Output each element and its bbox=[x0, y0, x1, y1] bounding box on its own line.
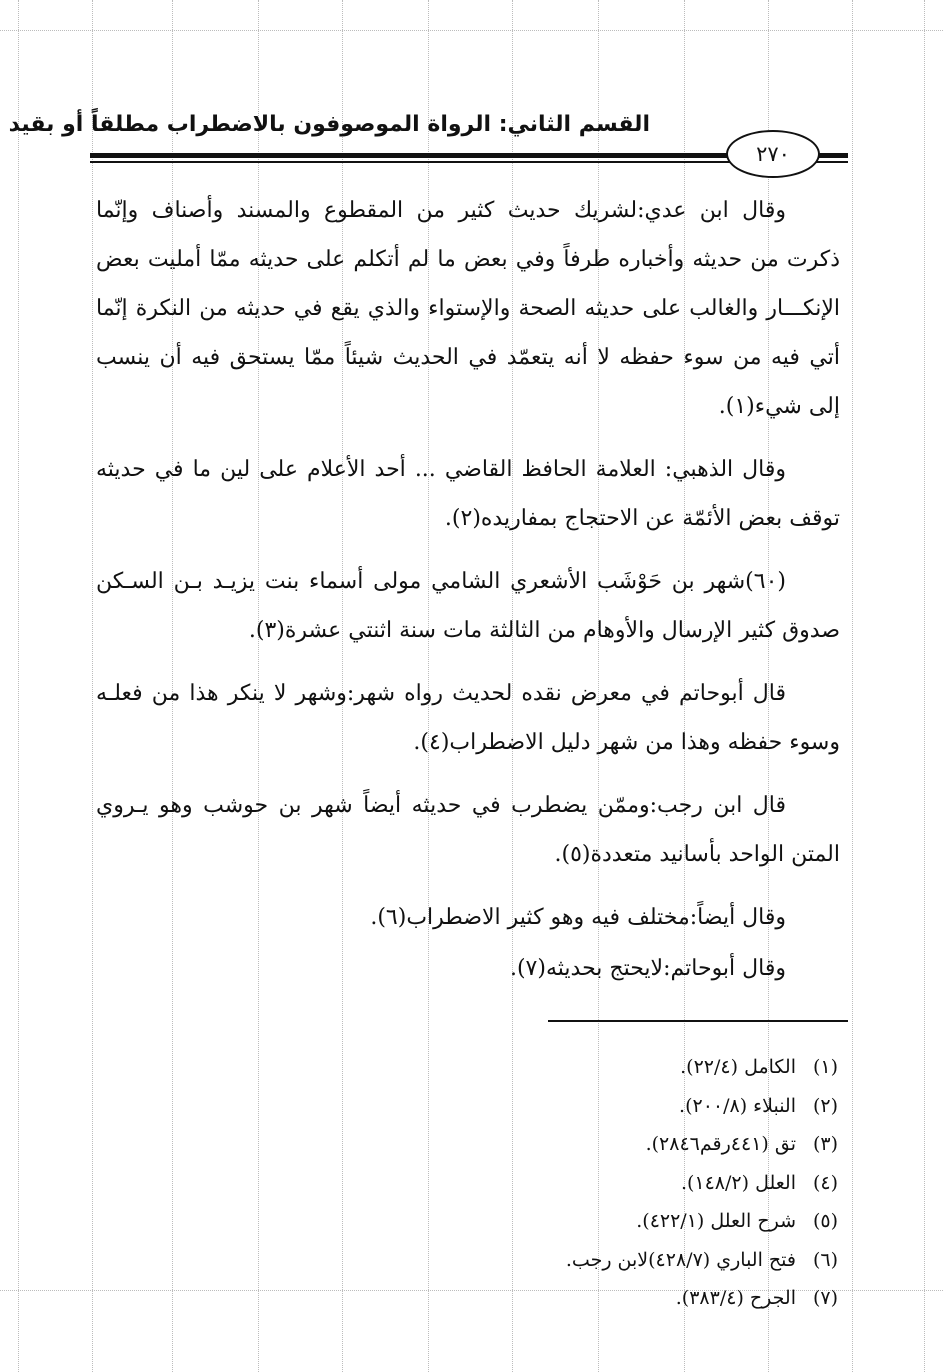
footnote-number: (٧) bbox=[812, 1287, 838, 1309]
footnote-text: تق (٤٤١رقم٢٨٤٦). bbox=[645, 1133, 796, 1155]
footnotes bbox=[350, 1048, 838, 1318]
footnote-number: (٥) bbox=[812, 1210, 838, 1232]
footnote-text: الكامل (٢٢/٤). bbox=[680, 1056, 796, 1078]
footnote-separator bbox=[548, 1020, 848, 1022]
paragraph: قال أبوحاتم في معرض نقده لحديث رواه شهر:وشهر لا ينكر هذا من فعلـه وسوء حفظه وهذا من شهر دليل الاضطراب(٤). bbox=[96, 681, 840, 755]
footnote-text: فتح الباري (٤٢٨/٧)لابن رجب. bbox=[565, 1248, 796, 1271]
footnote bbox=[350, 1164, 838, 1203]
page-number: ٢٧٠ bbox=[726, 130, 820, 178]
paragraph: (٦٠)شهر بن حَوْشَب الأشعري الشامي مولى أسماء بنت يزيـد بـن السـكن صدوق كثير الإرسال والأوهام من الثالثة مات سنة اثنتي عشرة(٣). bbox=[96, 569, 840, 643]
footnote-text: شرح العلل (٤٢٢/١). bbox=[636, 1210, 796, 1232]
footnote-number: (١) bbox=[812, 1056, 838, 1078]
main-text bbox=[96, 186, 840, 995]
guide-line bbox=[92, 0, 93, 1372]
paragraph: وقال أيضاً:مختلف فيه وهو كثير الاضطراب(٦). bbox=[370, 905, 786, 930]
footnote bbox=[350, 1241, 838, 1280]
footnote bbox=[350, 1202, 838, 1241]
paragraph: قال ابن رجب:وممّن يضطرب في حديثه أيضاً شهر بن حوشب وهو يـروي المتن الواحد بأسانيد متعددة(٥). bbox=[96, 793, 840, 867]
paragraph: وقال أبوحاتم:لايحتج بحديثه(٧). bbox=[509, 956, 786, 981]
footnote-text: العلل (١٤٨/٢). bbox=[680, 1171, 796, 1194]
footnote bbox=[350, 1048, 838, 1087]
footnote-text: الجرح (٣٨٣/٤). bbox=[675, 1287, 796, 1309]
guide-line bbox=[924, 0, 925, 1372]
guide-line bbox=[0, 30, 943, 31]
footnote-number: (٦) bbox=[812, 1248, 838, 1271]
footnote-text: النبلاء (٢٠٠/٨). bbox=[679, 1094, 796, 1117]
footnote-number: (٤) bbox=[812, 1171, 838, 1194]
guide-line bbox=[852, 0, 853, 1372]
paragraph: وقال الذهبي: العلامة الحافظ القاضي ... أحد الأعلام على لين ما في حديثه توقف بعض الأئمّة عن الاحتجاج بمفاريده(٢). bbox=[96, 457, 840, 531]
footnote-number: (٢) bbox=[812, 1094, 838, 1117]
guide-line bbox=[18, 0, 19, 1372]
footnote-number: (٣) bbox=[812, 1133, 838, 1155]
footnote bbox=[350, 1087, 838, 1126]
paragraph: وقال ابن عدي:لشريك حديث كثير من المقطوع والمسند وأصناف وإنّما ذكرت من حديثه وأخباره طرفاً وفي بعض ما لم أتكلم على حديثه ممّا أمليت بعض الإنكـــار والغالب على حديثه الصحة والإستواء والذي يقع في حديثه من النكرة إنّما أتي فيه من سوء حفظه لا أنه يتعمّد في الحديث شيئاً ممّا يستحق فيه أن ينسب إلى شيء(١). bbox=[96, 198, 840, 419]
running-header: القسم الثاني: الرواة الموصوفون بالاضطراب مطلقاً أو بقيد bbox=[8, 112, 650, 137]
footnote bbox=[350, 1279, 838, 1318]
footnote bbox=[350, 1125, 838, 1164]
